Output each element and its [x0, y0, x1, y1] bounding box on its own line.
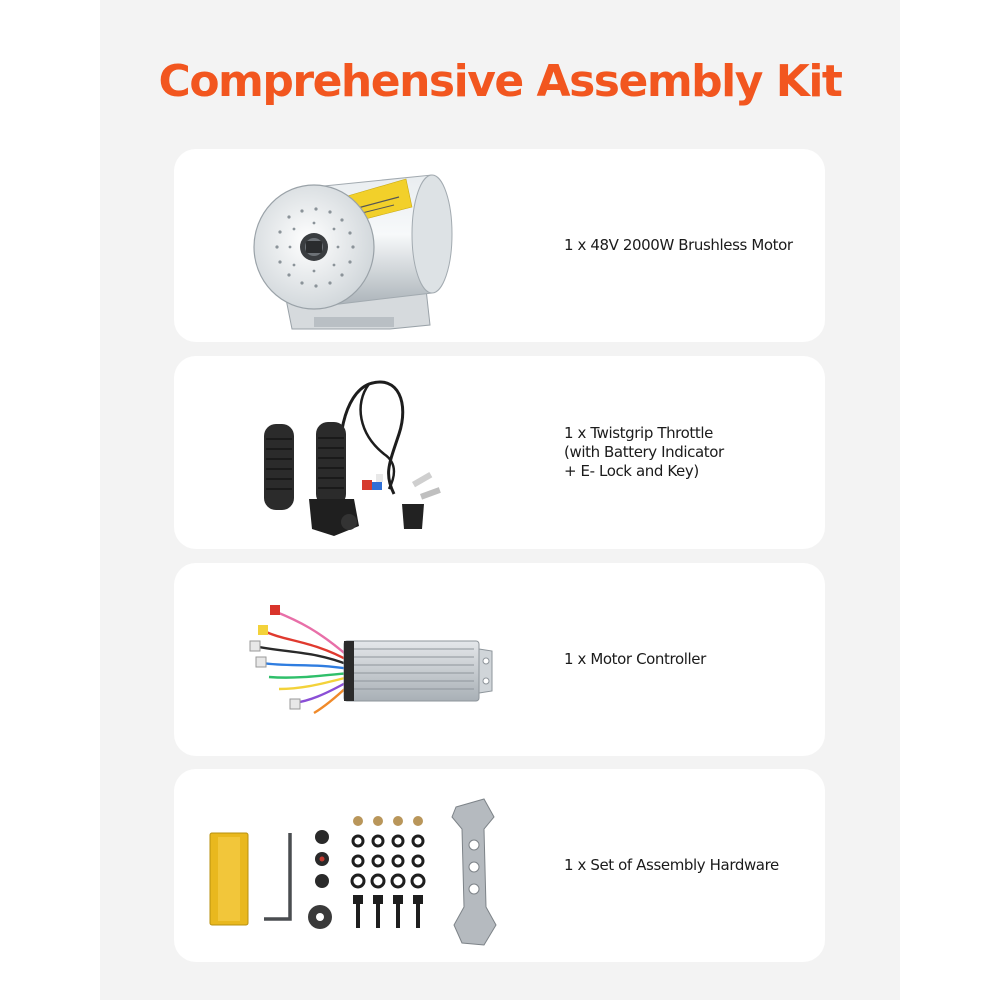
- throttle-grips-image: [194, 364, 524, 541]
- kit-item-label: 1 x Twistgrip Throttle (with Battery Indicator + E- Lock and Key): [564, 424, 724, 480]
- kit-item-card-controller: [174, 563, 825, 756]
- motor-controller-image: [194, 571, 524, 748]
- kit-item-card-hardware: [174, 769, 825, 962]
- kit-item-label: 1 x Set of Assembly Hardware: [564, 856, 779, 874]
- kit-item-label: 1 x 48V 2000W Brushless Motor: [564, 236, 793, 254]
- kit-item-card-throttle: [174, 356, 825, 549]
- page-title: Comprehensive Assembly Kit: [158, 56, 842, 107]
- brushless-motor-image: [194, 157, 524, 334]
- kit-item-label: 1 x Motor Controller: [564, 650, 706, 668]
- assembly-hardware-image: [194, 777, 524, 954]
- kit-item-card-motor: [174, 149, 825, 342]
